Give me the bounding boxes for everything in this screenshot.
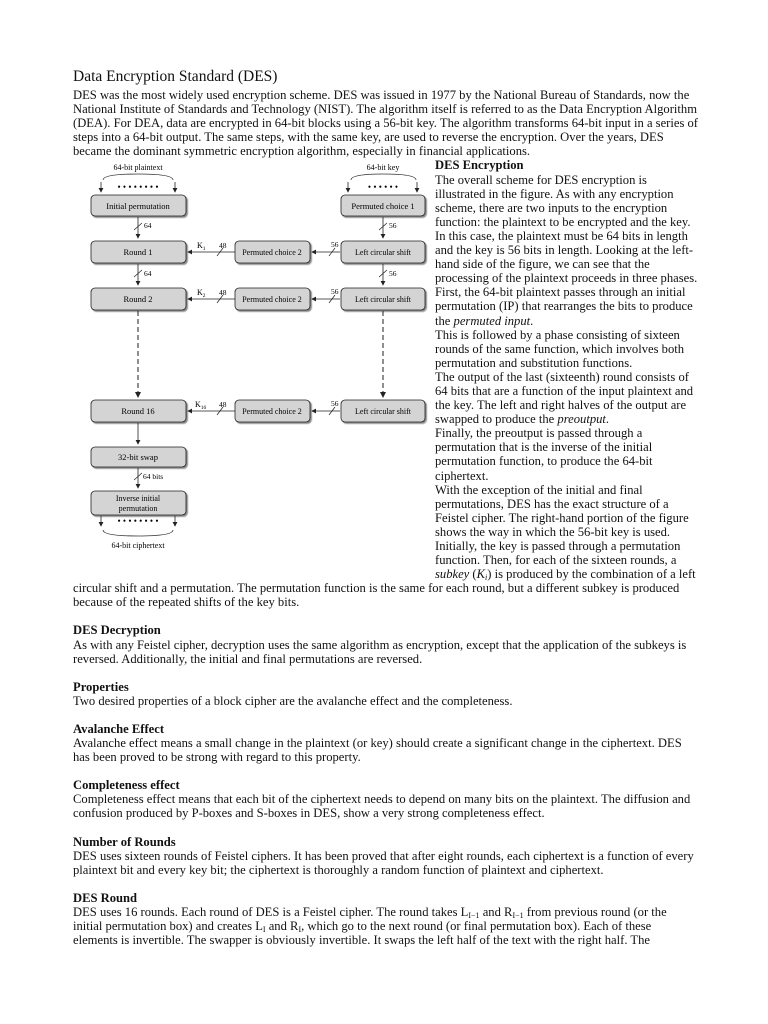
svg-text:Permuted choice 2: Permuted choice 2 <box>242 407 302 417</box>
svg-text:64 bits: 64 bits <box>143 472 164 482</box>
completeness-heading: Completeness effect <box>73 778 180 793</box>
rounds-section <box>73 835 698 877</box>
decryption-text: As with any Feistel cipher, decryption uses the same algorithm as encryption, except that the application of the subkeys is reversed. Additionally, the initial and final permutations are reversed. <box>73 637 687 666</box>
svg-text:Permuted choice 2: Permuted choice 2 <box>242 248 302 258</box>
svg-text:Left circular shift: Left circular shift <box>355 248 411 258</box>
properties-text: Two desired properties of a block cipher are the avalanche effect and the completeness. <box>73 693 513 708</box>
svg-text:K1: $K_1$ <box>197 241 206 253</box>
svg-text:48: 48 <box>219 288 227 298</box>
des-round-text: DES uses 16 rounds. Each round of DES is a Feistel cipher. The round takes $L_{I-1}$ and $R_{I-1}$ from previous round (or the initial permutation box) and creates $L_I$ and $R_I$, which go to the next round (or final permutation box). Each of these elements is invertible. The swapper is obviously invertible. It swaps the left half of the text with the right half. The <box>73 904 667 948</box>
svg-text:Initial permutation: Initial permutation <box>106 201 170 212</box>
svg-text:48: 48 <box>219 400 227 410</box>
encryption-paragraph-3: This is followed by a phase consisting of sixteen rounds of the same function, which involves both permutation and substitution functions. <box>435 327 685 370</box>
decryption-heading: DES Decryption <box>73 623 161 638</box>
avalanche-text: Avalanche effect means a small change in the plaintext (or key) should create a significant change in the ciphertext. DES has been proved to be strong with regard to this property. <box>73 736 682 765</box>
svg-text:64: 64 <box>144 221 152 231</box>
des-round-heading: DES Round <box>73 890 138 905</box>
document-page <box>73 68 698 947</box>
svg-text:permutation: permutation <box>118 504 158 514</box>
svg-text:Round 16: Round 16 <box>121 406 155 417</box>
properties-heading: Properties <box>73 679 129 694</box>
encryption-heading: DES Encryption <box>435 158 524 173</box>
encryption-paragraph-4: The output of the last (sixteenth) round consists of 64 bits that are a function of the input plaintext and the key. The left and right halves of the output are swapped to produce the preoutput. <box>435 369 694 427</box>
svg-text:Permuted choice 2: Permuted choice 2 <box>242 295 302 305</box>
svg-text:Permuted choice 1: Permuted choice 1 <box>351 201 415 212</box>
rounds-heading: Number of Rounds <box>73 834 176 849</box>
svg-text:Inverse initial: Inverse initial <box>115 494 161 504</box>
svg-text:• • • • • •: • • • • • • <box>367 182 399 193</box>
svg-text:K16: $K_{16}$ <box>195 400 207 412</box>
decryption-section <box>73 623 698 665</box>
des-round-section <box>73 891 698 947</box>
svg-text:56: 56 <box>331 240 339 250</box>
encryption-paragraph-5: Finally, the preoutput is passed through a permutation that is the inverse of the initial permutation function, to produce the 64-bit ciphertext. <box>435 426 653 483</box>
svg-text:Round 2: Round 2 <box>123 294 153 305</box>
encryption-paragraph-2: First, the 64-bit plaintext passes through an initial permutation (IP) that rearranges the bits to produce the permuted input. <box>435 285 693 328</box>
svg-text:• • • • • • • •: • • • • • • • • <box>117 516 159 527</box>
svg-text:Round 1: Round 1 <box>123 247 153 258</box>
avalanche-heading: Avalanche Effect <box>73 721 165 736</box>
svg-text:32-bit swap: 32-bit swap <box>118 452 158 463</box>
encryption-paragraph-6: With the exception of the initial and final permutations, DES has the exact structure of a Feistel cipher. The right-hand portion of the figure shows the way in which the 56-bit key is used. Initially, the key is passed through a permutation function. Then, for each of the sixteen rounds, a subkey $(K_i)$ is produced by the combination of a left circular shift and a permutation. The permutation function is the same for each round, but a different subkey is produced because of the repeated shifts of the key bits. <box>73 482 696 610</box>
svg-text:56: 56 <box>331 399 339 409</box>
svg-text:Left circular shift: Left circular shift <box>355 295 411 305</box>
svg-text:64: 64 <box>144 269 152 279</box>
svg-text:• • • • • • • •: • • • • • • • • <box>117 182 159 193</box>
svg-text:48: 48 <box>219 241 227 251</box>
svg-text:Left circular shift: Left circular shift <box>355 407 411 417</box>
avalanche-section <box>73 722 698 764</box>
svg-text:56: 56 <box>331 287 339 297</box>
rounds-text: DES uses sixteen rounds of Feistel ciphers. It has been proved that after eight rounds, each ciphertext is a function of every plaintext bit and every key bit; the ciphertext is thoroughly a random function of plaintext and ciphertext. <box>73 848 694 877</box>
plaintext-label: 64-bit plaintext <box>113 163 163 173</box>
svg-text:56: 56 <box>389 269 397 279</box>
properties-section <box>73 680 698 708</box>
des-encryption-figure <box>73 158 435 567</box>
ciphertext-label: 64-bit ciphertext <box>111 541 165 551</box>
page-title: Data Encryption Standard (DES) <box>73 68 278 85</box>
intro-paragraph: DES was the most widely used encryption scheme. DES was issued in 1977 by the National Bureau of Standards, now the National Institute of Standards and Technology (NIST). The algorithm itself is referred to as the Data Encryption Algorithm (DEA). For DEA, data are encrypted in 64-bit blocks using a 56-bit key. The algorithm transforms 64-bit input in a series of steps into a 64-bit output. The same steps, with the same key, are used to reverse the encryption. Over the years, DES became the dominant symmetric encryption algorithm, especially in financial applications. <box>73 88 698 159</box>
key-label: 64-bit key <box>366 163 400 173</box>
svg-text:56: 56 <box>389 221 397 231</box>
encryption-paragraph-1: The overall scheme for DES encryption is illustrated in the figure. As with any encryption scheme, there are two inputs to the encryption function: the plaintext to be encrypted and the key. In this case, the plaintext must be 64 bits in length and the key is 56 bits in length. Looking at the left-hand side of the figure, we can see that the processing of the plaintext proceeds in three phases. <box>435 172 698 286</box>
completeness-section <box>73 778 698 820</box>
completeness-text: Completeness effect means that each bit of the ciphertext needs to depend on many bits on the plaintext. The diffusion and confusion produced by P-boxes and S-boxes in DES, show a very strong completeness effect. <box>73 792 691 821</box>
svg-text:K2: $K_2$ <box>197 288 206 300</box>
